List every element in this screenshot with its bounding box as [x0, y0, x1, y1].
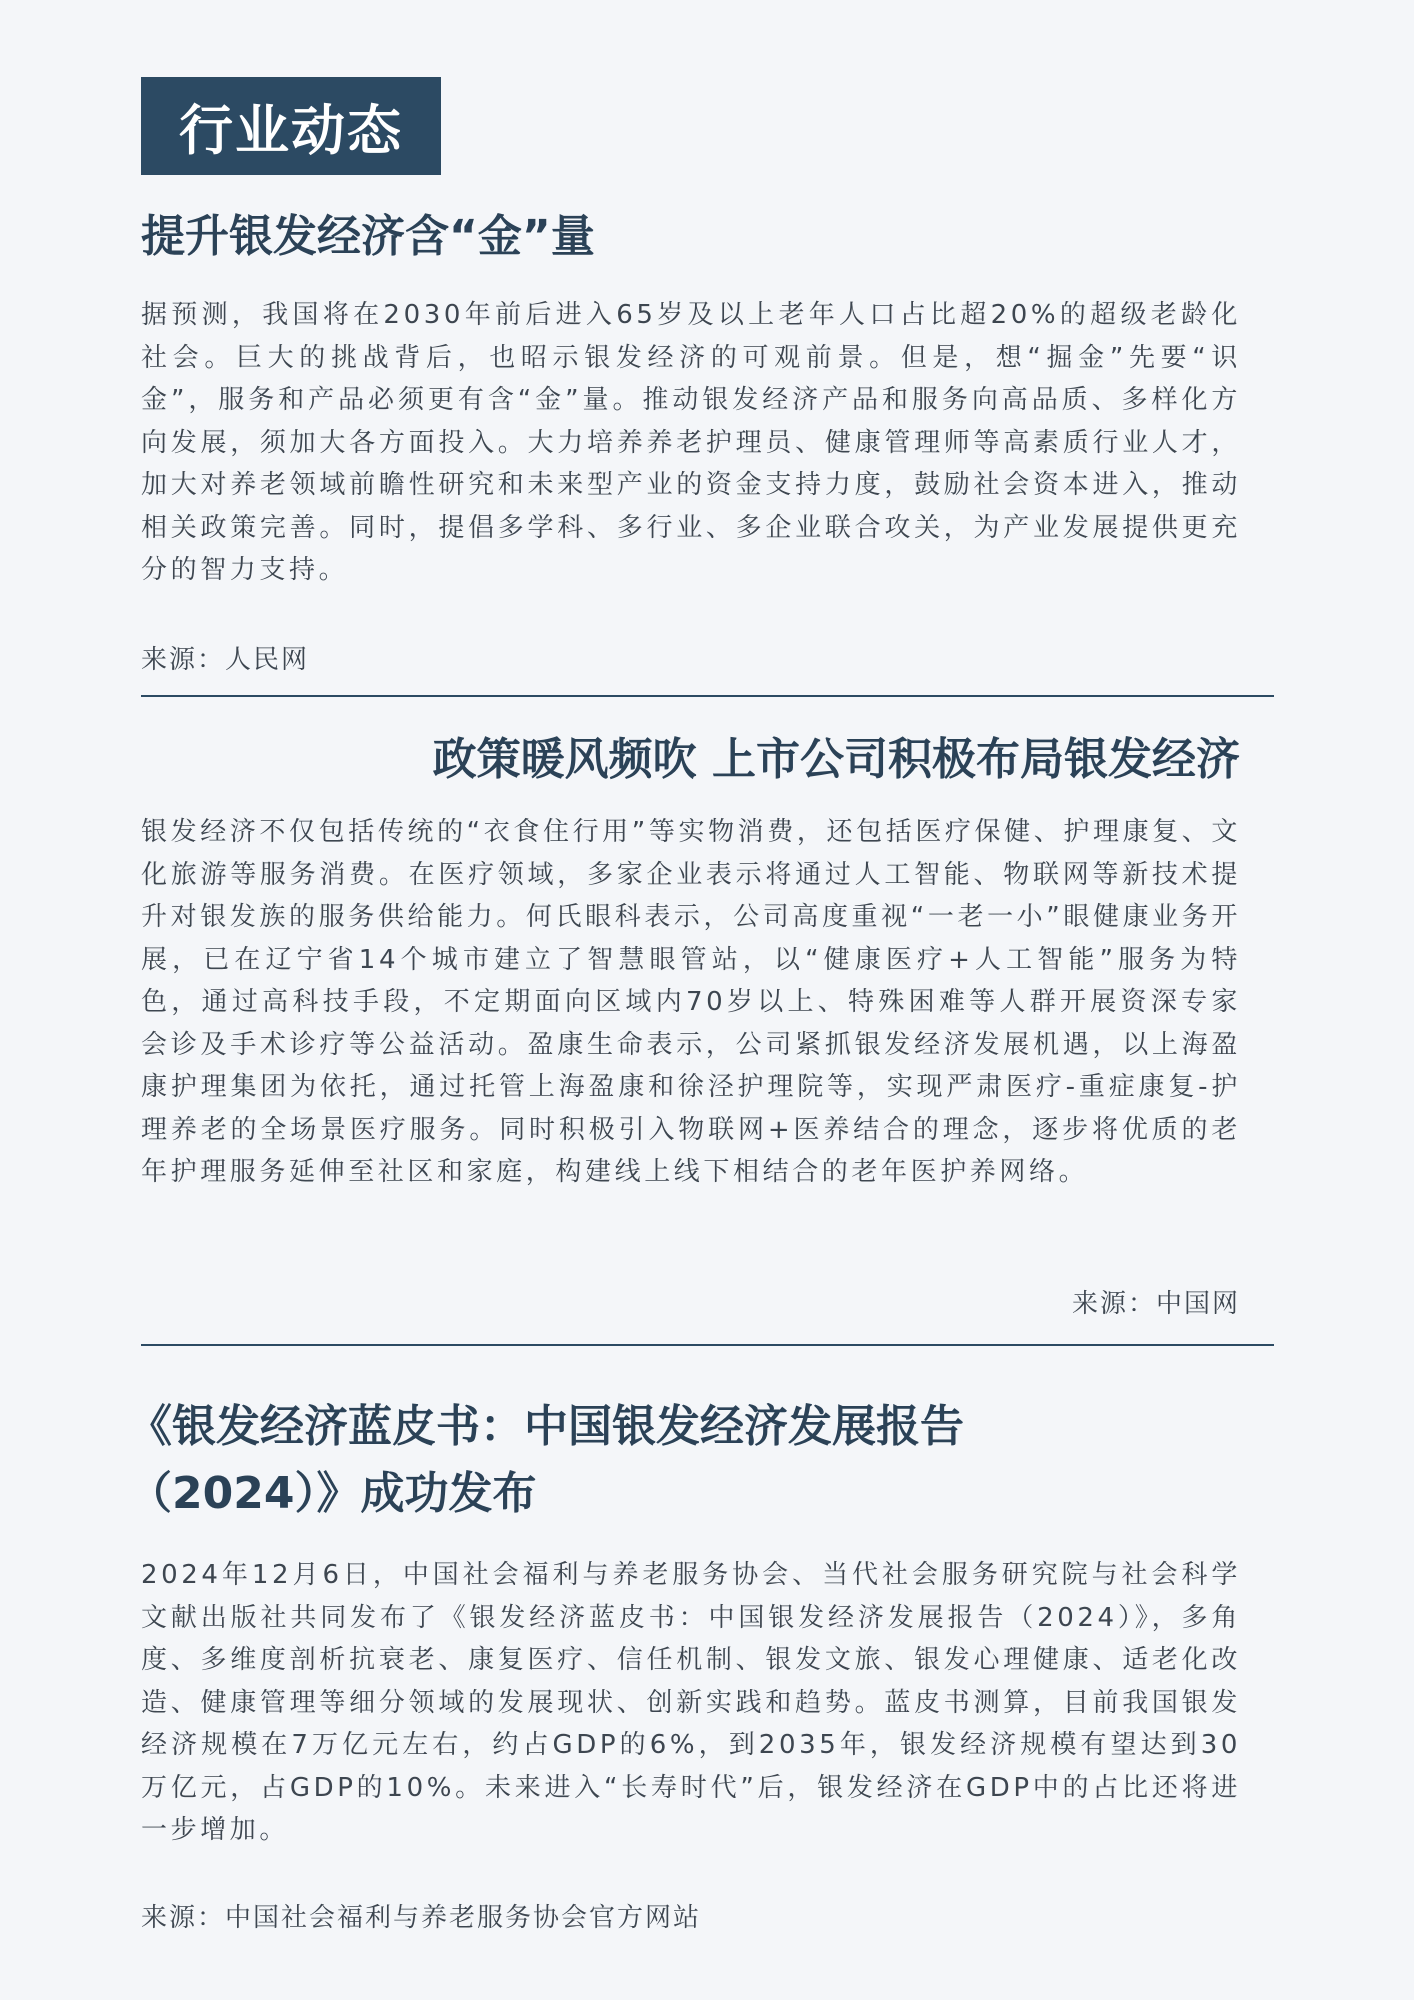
- article-1-title: 提升银发经济含“金”量: [141, 211, 595, 262]
- article-3-title-line2: （2024）》成功发布: [128, 1468, 537, 1519]
- divider-2: [141, 1344, 1274, 1346]
- article-2-source: 来源：中国网: [1071, 1289, 1240, 1319]
- article-3-title-line1: 《银发经济蓝皮书：中国银发经济发展报告: [128, 1401, 964, 1452]
- article-3-body: 2024年12月6日，中国社会福利与养老服务协会、当代社会服务研究院与社会科学文献出版社共同发布了《银发经济蓝皮书：中国银发经济发展报告（2024）》，多角度、多维度剖析抗衰老、康复医疗、信任机制、银发文旅、银发心理健康、适老化改造、健康管理等细分领域的发展现状、创新实践和趋势。蓝皮书测算，目前我国银发经济规模在7万亿元左右，约占GDP的6%，到2035年，银发经济规模有望达到30万亿元，占GDP的10%。未来进入“长寿时代”后，银发经济在GDP中的占比还将进一步增加。: [141, 1560, 1241, 1845]
- divider-1: [141, 695, 1274, 697]
- article-2-body: 银发经济不仅包括传统的“衣食住行用”等实物消费，还包括医疗保健、护理康复、文化旅游等服务消费。在医疗领域，多家企业表示将通过人工智能、物联网等新技术提升对银发族的服务供给能力。何氏眼科表示，公司高度重视“一老一小”眼健康业务开展，已在辽宁省14个城市建立了智慧眼管站，以“健康医疗+人工智能”服务为特色，通过高科技手段，不定期面向区域内70岁以上、特殊困难等人群开展资深专家会诊及手术诊疗等公益活动。盈康生命表示，公司紧抓银发经济发展机遇，以上海盈康护理集团为依托，通过托管上海盈康和徐泾护理院等，实现严肃医疗-重症康复-护理养老的全场景医疗服务。同时积极引入物联网+医养结合的理念，逐步将优质的老年护理服务延伸至社区和家庭，构建线上线下相结合的老年医护养网络。: [141, 817, 1241, 1187]
- article-2-title: 政策暖风频吹 上市公司积极布局银发经济: [432, 734, 1240, 785]
- article-1-source: 来源：人民网: [141, 645, 310, 675]
- article-3-source: 来源：中国社会福利与养老服务协会官方网站: [141, 1903, 702, 1933]
- article-1-body: 据预测，我国将在2030年前后进入65岁及以上老年人口占比超20%的超级老龄化社会。巨大的挑战背后，也昭示银发经济的可观前景。但是，想“掘金”先要“识金”，服务和产品必须更有含“金”量。推动银发经济产品和服务向高品质、多样化方向发展，须加大各方面投入。大力培养养老护理员、健康管理师等高素质行业人才，加大对养老领域前瞻性研究和未来型产业的资金支持力度，鼓励社会资本进入，推动相关政策完善。同时，提倡多学科、多行业、多企业联合攻关，为产业发展提供更充分的智力支持。: [141, 300, 1241, 585]
- section-tag: 行业动态: [141, 77, 441, 175]
